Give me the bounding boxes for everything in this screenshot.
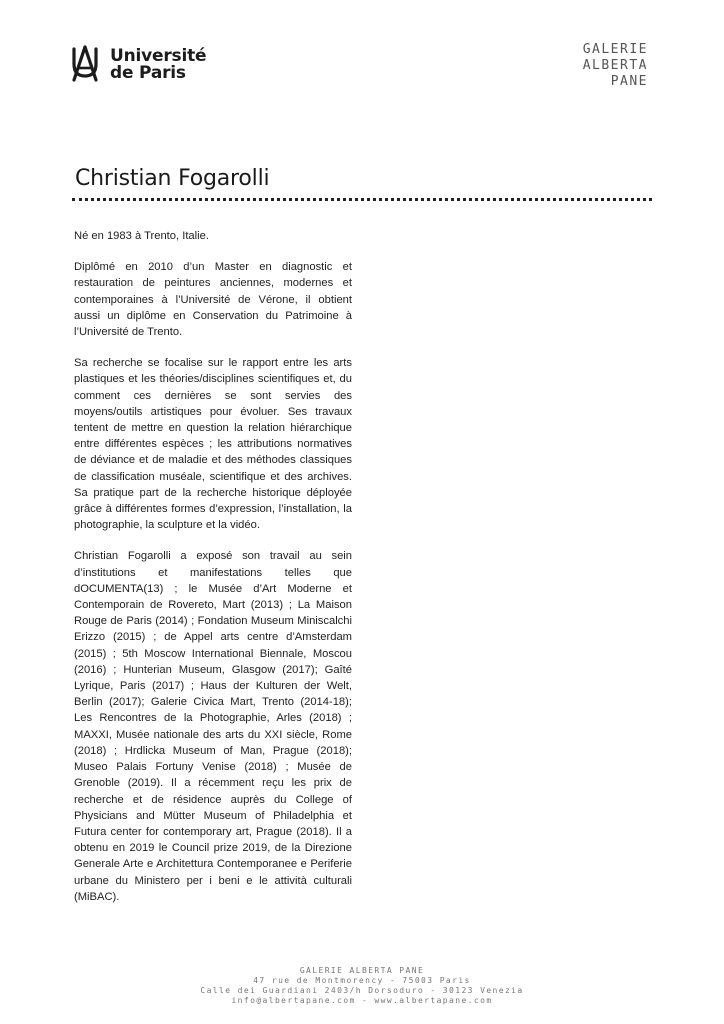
university-logo-icon: [68, 44, 102, 82]
gallery-logo-line2: ALBERTA: [582, 58, 648, 73]
paragraph-exhibitions: Christian Fogarolli a exposé son travail au sein d’institutions et manifestations telles que dOCUMENTA(13) ; le Musée d’Art Moderne et Contemporain de Rovereto, Mart (2013) ; La Maison Rouge de Paris (2014) ; Fondation Museum Miniscalchi Erizzo (2015) ; de Appel arts centre d’Amsterdam (2015) ; 5th Moscow International Biennale, Moscou (2016) ; Hunterian Museum, Glasgow (2017); Gaîté Lyrique, Paris (2017) ; Haus der Kulturen der Welt, Berlin (2017); Galerie Civica Mart, Trento (2014-18); Les Rencontres de la Photographie, Arles (2018) ; MAXXI, Musée nationale des arts du XXI siècle, Rome (2018) ; Hrdlicka Museum of Man, Prague (2018); Museo Palais Fortuny Venise (2018) ; Musée de Grenoble (2019). Il a récemment reçu les prix de recherche et de résidence auprès du College of Physicians and Mütter Museum of Philadelphia et Futura center for contemporary art, Prague (2018). Il a obtenu en 2019 le Council prize 2019, de la Direzione Generale Arte e Architettura Contemporanee e Periferie urbane du Ministero per i beni e le attività culturali (MiBAC).: [74, 550, 352, 903]
footer: [0, 966, 724, 1006]
gallery-logo: [583, 42, 648, 90]
university-logo-line1: Université: [110, 46, 207, 66]
gallery-logo-line3: PANE: [610, 74, 648, 89]
dotted-divider: [72, 198, 652, 201]
paragraph-birth: Né en 1983 à Trento, Italie.: [74, 230, 209, 242]
gallery-logo-line1: GALERIE: [582, 42, 648, 57]
biography-text: [74, 228, 352, 920]
university-logo: [68, 44, 206, 82]
footer-gallery-name: GALERIE ALBERTA PANE: [299, 966, 425, 975]
footer-address-venice: Calle dei Guardiani 2403/h Dorsoduro - 30123 Venezia: [200, 986, 524, 995]
paragraph-research: Sa recherche se focalise sur le rapport entre les arts plastiques et les théories/disciplines scientifiques et, du comment ces dernières se sont servies des moyens/outils artistiques pour évoluer. Ses travaux tentent de mettre en question la relation hiérarchique entre différentes espèces ; les attributions normatives de déviance et de maladie et des méthodes classiques de classification muséale, scientifique et des archives. Sa pratique part de la recherche historique déployée grâce à différentes formes d’expression, l’installation, la photographie, la sculpture et la vidéo.: [74, 357, 352, 532]
university-logo-line2: de Paris: [110, 63, 186, 83]
footer-address-paris: 47 rue de Montmorency - 75003 Paris: [253, 976, 471, 985]
university-logo-text: [110, 48, 206, 82]
paragraph-education: Diplômé en 2010 d’un Master en diagnostic et restauration de peintures anciennes, modernes et contemporaines à l’Université de Vérone, il obtient aussi un diplôme en Conservation du Patrimoine à l’Université de Trento.: [74, 261, 352, 339]
footer-contact: info@albertapane.com - www.albertapane.com: [231, 996, 493, 1005]
page-title: Christian Fogarolli: [75, 166, 270, 191]
